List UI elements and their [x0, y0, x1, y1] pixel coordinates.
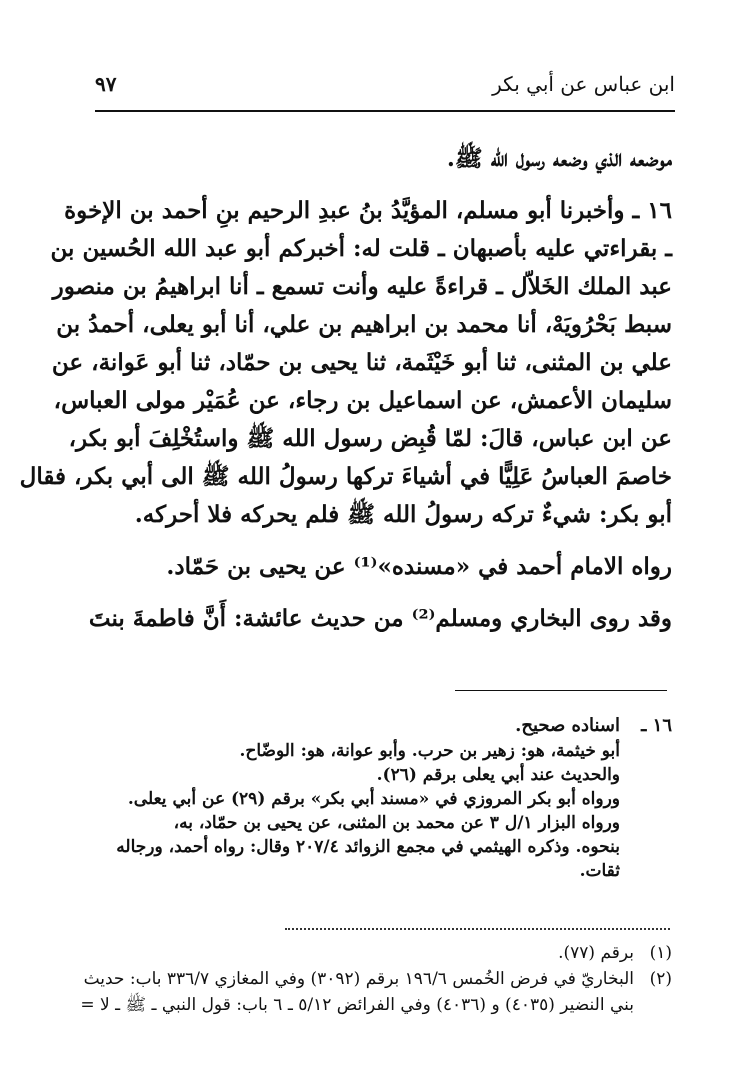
text-line: سليمان الأعمش، عن اسماعيل بن رجاء، عن عُمَيْر مولى العباس، [53, 387, 672, 414]
text-line: عن ابن عباس، قالَ: لمّا قُبِض رسول الله ﷺ واستُخْلِفَ أبو بكر، [68, 425, 672, 452]
text-line: وقد روى البخاري ومسلم⁽²⁾ من حديث عائشة: أَنَّ فاطمةَ بنتَ [88, 605, 672, 632]
text-line: سبط بَحْرُويَهْ، أنا محمد بن ابراهيم بن علي، أنا أبو يعلى، أحمدُ بن [56, 311, 672, 338]
references-rule [285, 928, 670, 930]
reference-item [70, 940, 672, 966]
text-line: ـ بقراءتي عليه بأصبهان ـ قلت له: أخبركم أبو عبد الله الحُسين بن [50, 235, 672, 262]
footnote-rule [455, 690, 667, 691]
footnote-line: والحديث عند أبي يعلى برقم (٢٦). [376, 765, 620, 785]
reference-text: برقم (٧٧). [558, 943, 634, 963]
footnote-line: ورواه أبو بكر المروزي في «مسند أبي بكر» برقم (٢٩) عن أبي يعلى. [127, 789, 620, 809]
footnote-line: ورواه البزار ١/ل ٣ عن محمد بن المثنى، عن يحيى بن حمّاد، به، [173, 813, 620, 833]
text-line: علي بن المثنى، ثنا أبو خَيْثَمة، ثنا يحيى بن حمّاد، ثنا أبو عَوانة، عن [51, 349, 672, 376]
footnote-heading: اسناده صحيح. [515, 715, 620, 736]
reference-text: البخاريّ في فرض الخُمس ١٩٦/٦ برقم (٣٠٩٢) وفي المغازي ٣٣٦/٧ باب: حديث [83, 969, 634, 989]
references-block [70, 940, 672, 1018]
footnote-line: أبو خيثمة، هو: زهير بن حرب. وأبو عوانة، هو: الوضّاح. [239, 741, 620, 761]
header-rule [95, 110, 675, 112]
text-line: عبد الملك الخَلاّل ـ قراءةً عليه وأنت تسمع ـ أنا ابراهيمُ بن منصور [52, 273, 672, 300]
text-line: رواه الامام أحمد في «مسنده»⁽¹⁾ عن يحيى بن حَمّاد. [166, 553, 672, 580]
text-line: أبو بكر: شيءٌ تركه رسولُ الله ﷺ فلم يحركه فلا أحركه. [134, 501, 672, 528]
main-text [19, 140, 672, 638]
footnote-line: ثقات. [579, 861, 620, 881]
reference-continuation: بني النضير (٤٠٣٥) و (٤٠٣٦) وفي الفرائض ٥/١٢ ـ ٦ باب: قول النبي ـ ﷺ ـ لا = [80, 995, 634, 1015]
reference-item [70, 966, 672, 992]
text-line: ١٦ ـ وأخبرنا أبو مسلم، المؤيَّدُ بنُ عبدِ الرحيم بنِ أحمد بن الإخوة [64, 197, 672, 224]
reference-number: (٢) [649, 969, 672, 989]
reference-number: (١) [649, 943, 672, 963]
footnote-heading-line [95, 712, 672, 739]
running-title: ابن عباس عن أبي بكر [492, 72, 675, 96]
text-line: خاصمَ العباسُ عَلِيًّا في أشياءَ تركها رسولُ الله ﷺ الى أبي بكر، فقال [19, 463, 672, 490]
footnote-block [95, 712, 672, 883]
footnote-line: بنحوه. وذكره الهيثمي في مجمع الزوائد ٢٠٧/٤ وقال: رواه أحمد، ورجاله [116, 837, 620, 857]
running-head [95, 72, 675, 108]
footnote-number: ١٦ ـ [641, 715, 672, 736]
page-number: ٩٧ [95, 72, 117, 96]
text-line: موضعه الذي وضعه رسول الله ﷺ. [446, 145, 672, 172]
